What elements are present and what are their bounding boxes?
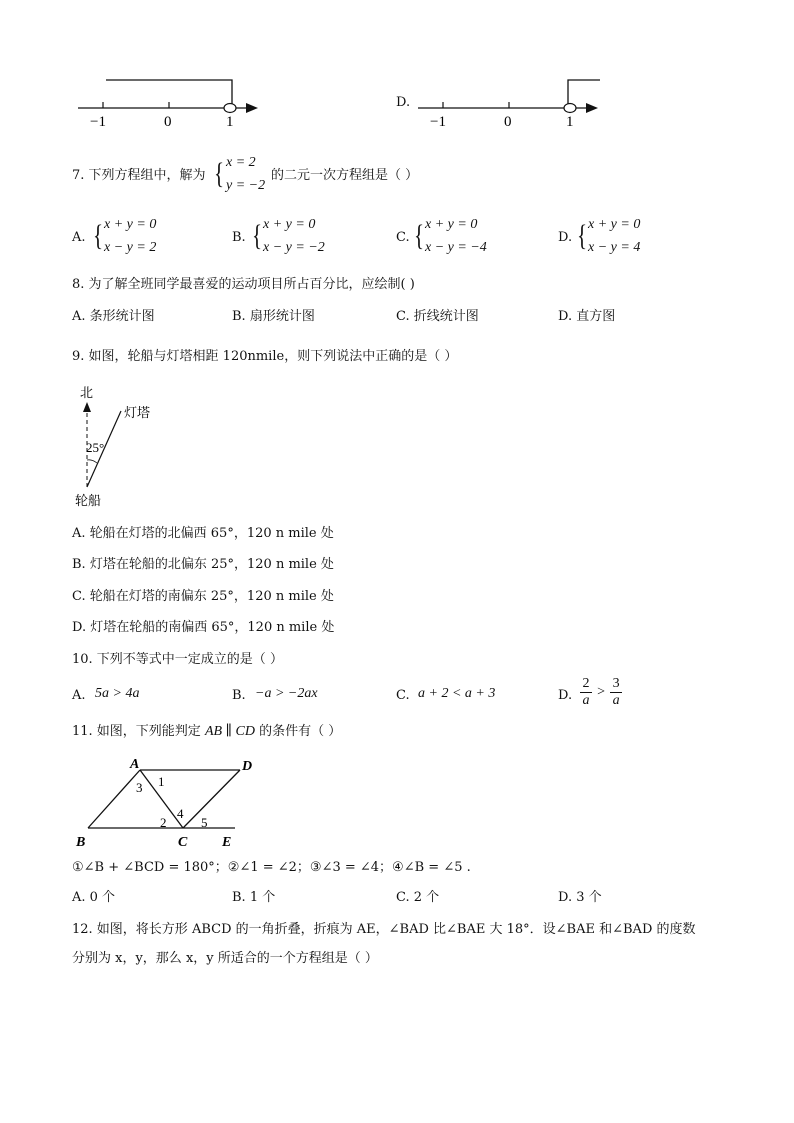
q11-option-a[interactable]: A. 0 个 — [72, 890, 116, 905]
q7-option-d-line2: x − y = 4 — [588, 240, 641, 255]
q7-option-c-line2: x − y = −4 — [425, 240, 487, 255]
q10-option-a-label: A. — [72, 688, 86, 703]
q11-option-d[interactable]: D. 3 个 — [558, 890, 602, 905]
tick-label-neg1: −1 — [430, 114, 446, 130]
q8-option-a[interactable]: A. 条形统计图 — [72, 309, 155, 324]
q7-option-d-label: D. — [558, 230, 573, 245]
q10-option-d[interactable]: $\frac{2}{a}$ > $\frac{3}{a}$ — [580, 677, 622, 708]
q11-option-b[interactable]: B. 1 个 — [232, 890, 276, 905]
point-b-label: B — [76, 835, 86, 850]
q12-line2: 分别为 x，y，那么 x，y 所适合的一个方程组是（ ） — [72, 951, 378, 966]
angle-4-label: 4 — [177, 806, 184, 821]
q10-option-b[interactable]: −a > −2ax — [255, 686, 318, 701]
q8-option-d[interactable]: D. 直方图 — [558, 309, 616, 324]
tick-label-neg1: −1 — [90, 114, 106, 130]
q9-bearing-figure — [70, 380, 180, 510]
angle-1-label: 1 — [158, 774, 165, 789]
point-c-label: C — [178, 835, 188, 850]
q7-option-d[interactable] — [588, 213, 640, 259]
q7-prefix: 7. 下列方程组中，解为 — [72, 168, 206, 183]
q9-option-a[interactable]: A. 轮船在灯塔的北偏西 65°，120 n mile 处 — [72, 526, 334, 541]
number-line-option-d — [410, 72, 610, 132]
angle-label: 25° — [86, 440, 105, 455]
q7-option-a[interactable] — [104, 213, 156, 259]
q7-option-b-line1: x + y = 0 — [263, 217, 316, 232]
q7-solution — [226, 151, 265, 197]
q10-text: 10. 下列不等式中一定成立的是（ ） — [72, 652, 283, 667]
q8-text: 8. 为了解全班同学最喜爱的运动项目所占百分比，应绘制( ) — [72, 277, 415, 292]
q9-option-c[interactable]: C. 轮船在灯塔的南偏东 25°，120 n mile 处 — [72, 589, 334, 604]
angle-5-label: 5 — [201, 815, 208, 830]
tower-label: 灯塔 — [124, 405, 151, 420]
number-line-option-c — [70, 72, 270, 132]
q7-option-a-line2: x − y = 2 — [104, 240, 157, 255]
q10-option-a[interactable]: 5a > 4a — [95, 686, 140, 701]
tick-label-1: 1 — [226, 114, 234, 130]
tick-label-0: 0 — [164, 114, 172, 130]
q7-option-b-label: B. — [232, 230, 246, 245]
q9-option-d[interactable]: D. 灯塔在轮船的南偏西 65°，120 n mile 处 — [72, 620, 335, 635]
angle-2-label: 2 — [160, 815, 167, 830]
q7-solution-line2: y = −2 — [226, 178, 266, 193]
q10-fraction-2: $\frac{3}{a}$ — [610, 677, 622, 708]
q7-option-d-brace: { — [577, 219, 588, 252]
q11-option-c[interactable]: C. 2 个 — [396, 890, 440, 905]
q7-option-c-label: C. — [396, 230, 410, 245]
q10-option-d-label: D. — [558, 688, 573, 703]
q7-option-c-brace: { — [414, 219, 425, 252]
q7-option-d-line1: x + y = 0 — [588, 217, 641, 232]
q7-option-b-line2: x − y = −2 — [263, 240, 325, 255]
q7-option-a-line1: x + y = 0 — [104, 217, 157, 232]
tick-label-1: 1 — [566, 114, 574, 130]
q7-option-a-brace: { — [93, 219, 104, 252]
q7-solution-brace: { — [214, 157, 225, 190]
q10-option-c[interactable]: a + 2 < a + 3 — [418, 686, 496, 701]
q7-option-b-brace: { — [252, 219, 263, 252]
q8-option-b[interactable]: B. 扇形统计图 — [232, 309, 315, 324]
q10-option-b-label: B. — [232, 688, 246, 703]
north-label: 北 — [80, 385, 94, 400]
q9-option-b[interactable]: B. 灯塔在轮船的北偏东 25°，120 n mile 处 — [72, 557, 334, 572]
angle-3-label: 3 — [136, 780, 143, 795]
q10-fraction-1: $\frac{2}{a}$ — [580, 677, 592, 708]
point-a-label: A — [130, 757, 140, 772]
q7-option-a-label: A. — [72, 230, 86, 245]
tick-label-0: 0 — [504, 114, 512, 130]
q7-solution-line1: x = 2 — [226, 155, 256, 170]
q11-conditions: ①∠B + ∠BCD = 180°；②∠1 = ∠2；③∠3 = ∠4；④∠B = ∠5 . — [72, 860, 471, 875]
point-d-label: D — [242, 759, 253, 774]
q12-line1: 12. 如图，将长方形 ABCD 的一角折叠，折痕为 AE，∠BAD 比∠BAE 大 18°．设∠BAE 和∠BAD 的度数 — [72, 922, 696, 937]
ship-label: 轮船 — [75, 493, 102, 508]
q8-option-c[interactable]: C. 折线统计图 — [396, 309, 479, 324]
option-d-label: D. — [396, 95, 411, 110]
q7-option-c-line1: x + y = 0 — [425, 217, 478, 232]
q11-text: 11. 如图，下列能判定 AB ∥ CD 的条件有（ ） — [72, 724, 342, 739]
q7-option-c[interactable] — [425, 213, 487, 259]
q11-parallelogram-figure — [70, 752, 253, 852]
q7-suffix: 的二元一次方程组是（ ） — [271, 168, 419, 183]
q9-text: 9. 如图，轮船与灯塔相距 120nmile，则下列说法中正确的是（ ） — [72, 349, 458, 364]
q10-option-c-label: C. — [396, 688, 410, 703]
point-e-label: E — [222, 835, 232, 850]
q7-option-b[interactable] — [263, 213, 325, 259]
